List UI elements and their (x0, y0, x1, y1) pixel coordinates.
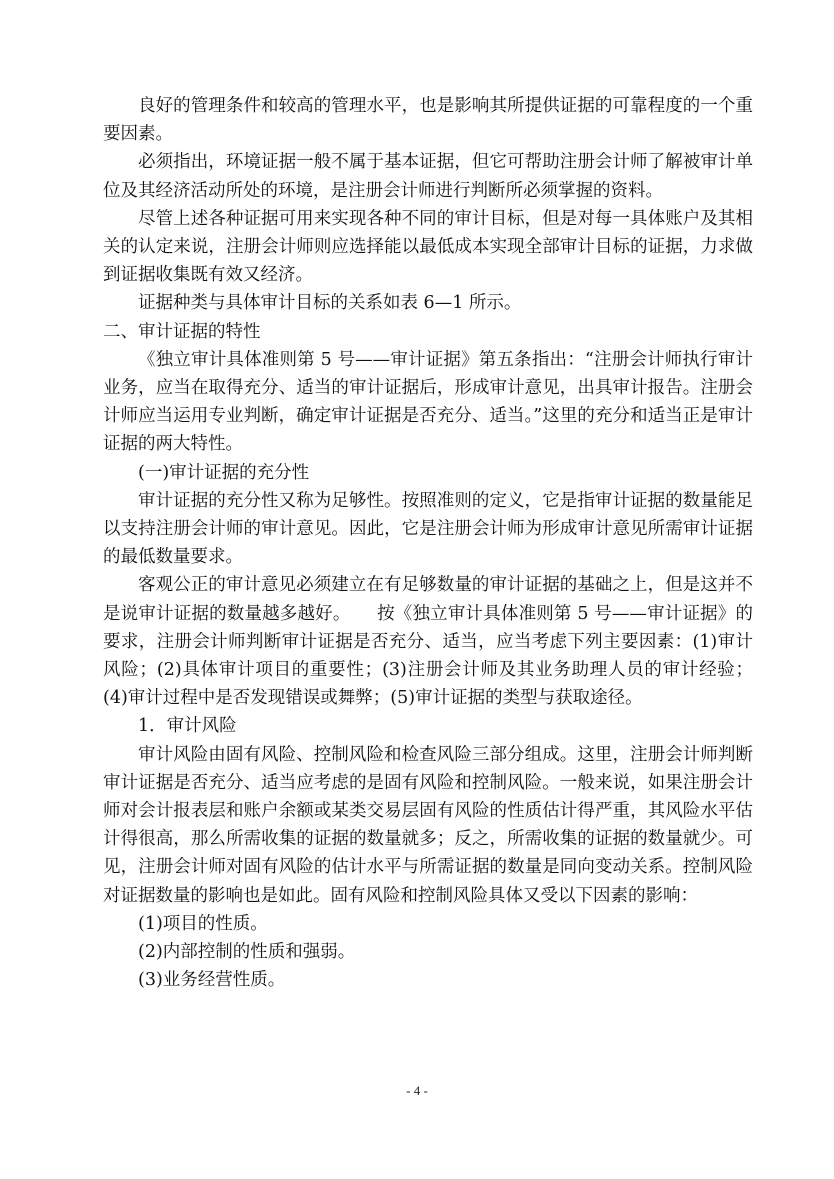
paragraph-table-reference: 证据种类与具体审计目标的关系如表 6—1 所示。 (138, 293, 522, 314)
paragraph-evidence-selection: 尽管上述各种证据可用来实现各种不同的审计目标，但是对每一具体账户及其相关的认定来说，注册会计师则应选择能以最低成本实现全部审计目标的证据，力求做到证据收集既有效又经济。 (103, 208, 753, 286)
paragraph-standard-article-five: 《独立审计具体准则第 5 号——审计证据》第五条指出：“注册会计师执行审计业务，应当在取得充分、适当的审计证据后，形成审计意见，出具审计报告。注册会计师应当运用专业判断，确定审计证据是否充分、适当。”这里的充分和适当正是审计证据的两大特性。 (103, 349, 753, 455)
subheading-sufficiency: (一)审计证据的充分性 (138, 462, 310, 483)
paragraph-management-conditions: 良好的管理条件和较高的管理水平，也是影响其所提供证据的可靠程度的一个重要因素。 (103, 96, 753, 145)
paragraph-audit-risk: 审计风险由固有风险、控制风险和检查风险三部分组成。这里，注册会计师判断审计证据是否充分、适当应考虑的是固有风险和控制风险。一般来说，如果注册会计师对会计报表层和账户余额或某类交易层固有风险的性质估计得严重，其风险水平估计得很高，那么所需收集的证据的数量就多；反之，所需收集的证据的数量就少。可见，注册会计师对固有风险的估计水平与所需证据的数量是同向变动关系。控制风险对证据数量的影响也是如此。固有风险和控制风险具体又受以下因素的影响： (103, 744, 753, 906)
page-number: - 4 - (406, 1083, 428, 1098)
paragraph-sufficiency-definition: 审计证据的充分性又称为足够性。按照准则的定义，它是指审计证据的数量能足以支持注册会计师的审计意见。因此，它是注册会计师为形成审计意见所需审计证据的最低数量要求。 (103, 490, 753, 568)
subheading-audit-risk: 1．审计风险 (138, 716, 237, 737)
document-body (103, 92, 753, 995)
list-item: (1)项目的性质。 (138, 913, 268, 934)
list-item: (2)内部控制的性质和强弱。 (138, 942, 356, 963)
paragraph-sufficiency-factors: 客观公正的审计意见必须建立在有足够数量的审计证据的基础之上，但是这并不是说审计证据的数量越多越好。 按《独立审计具体准则第 5 号——审计证据》的要求，注册会计师判断审计证据是否充分、适当，应当考虑下列主要因素：(1)审计风险；(2)具体审计项目的重要性；(3)注册会计师及其业务助理人员的审计经验；(4)审计过程中是否发现错误或舞弊；(5)审计证据的类型与获取途径。 (103, 575, 753, 709)
list-item: (3)业务经营性质。 (138, 970, 286, 991)
section-heading-evidence-characteristics: 二、审计证据的特性 (103, 321, 261, 342)
paragraph-environment-evidence: 必须指出，环境证据一般不属于基本证据，但它可帮助注册会计师了解被审计单位及其经济活动所处的环境，是注册会计师进行判断所必须掌握的资料。 (103, 152, 753, 201)
